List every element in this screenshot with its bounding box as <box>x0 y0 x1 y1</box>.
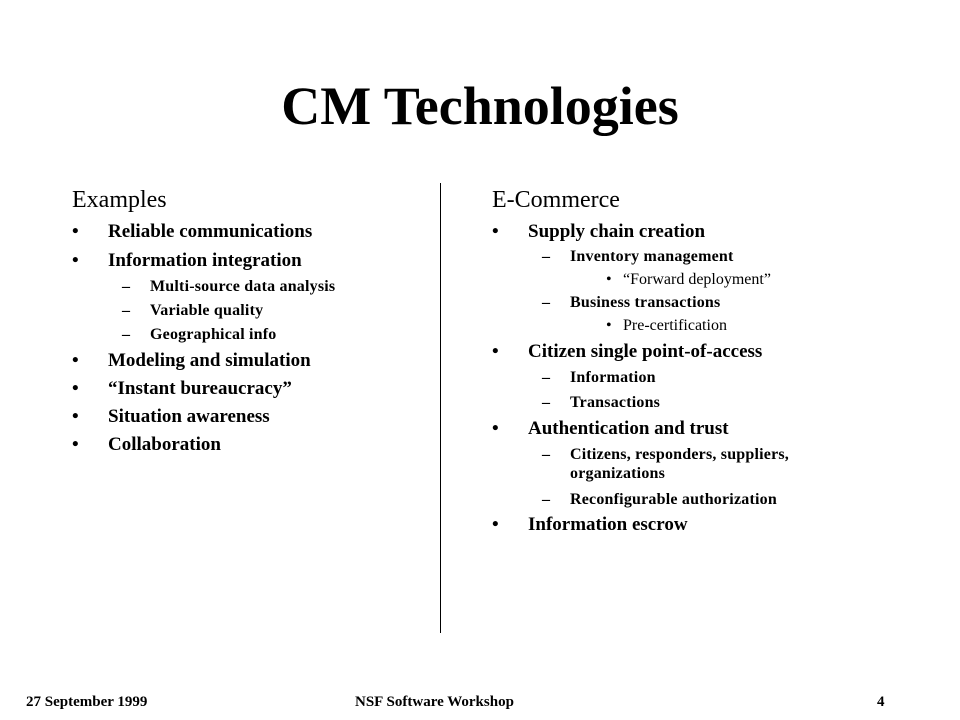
sub-list-item <box>72 325 335 344</box>
list-item-label: Modeling and simulation <box>108 350 311 371</box>
bullet-icon: • <box>72 378 79 399</box>
list-item <box>492 221 789 243</box>
slide-title: CM Technologies <box>281 76 679 136</box>
bullet-icon: • <box>492 341 499 362</box>
footer-event: NSF Software Workshop <box>355 694 514 710</box>
dash-icon: – <box>542 491 551 508</box>
sub-list-item <box>492 293 789 312</box>
dash-icon: – <box>122 302 131 319</box>
e-commerce-heading: E-Commerce <box>492 187 620 213</box>
list-item-label: Situation awareness <box>108 406 270 427</box>
bullet-icon: • <box>72 221 79 242</box>
sub-list-item <box>492 393 789 412</box>
sub-sub-list-item <box>492 316 789 336</box>
bullet-icon: • <box>72 406 79 427</box>
dash-icon: – <box>122 326 131 343</box>
list-item-label: Information escrow <box>528 514 688 535</box>
column-divider <box>440 183 441 633</box>
list-item-label: “Instant bureaucracy” <box>108 378 292 399</box>
list-item <box>72 350 335 372</box>
list-item <box>72 434 335 456</box>
list-item-label: Citizen single point-of-access <box>528 341 763 362</box>
list-item-label: Reliable communications <box>108 221 313 242</box>
list-item <box>72 406 335 428</box>
sub-list-item-label: Reconfigurable authorization <box>570 491 777 508</box>
bullet-icon: • <box>606 271 612 288</box>
examples-column <box>72 186 335 456</box>
dash-icon: – <box>542 294 551 311</box>
list-item <box>492 514 789 536</box>
sub-list-item <box>72 301 335 320</box>
dash-icon: – <box>542 369 551 386</box>
sub-sub-list-item-label: Pre-certification <box>623 317 727 334</box>
dash-icon: – <box>542 446 551 463</box>
list-item <box>492 341 789 363</box>
sub-list-item-label: Business transactions <box>570 294 721 311</box>
bullet-icon: • <box>72 434 79 455</box>
list-item-label: Authentication and trust <box>528 418 729 439</box>
sub-sub-list-item-label: “Forward deployment” <box>623 271 771 288</box>
sub-sub-list-item <box>492 270 789 290</box>
sub-list-item <box>492 368 789 387</box>
bullet-icon: • <box>72 250 79 271</box>
sub-list-item-label: Information <box>570 369 656 386</box>
sub-list-item <box>492 247 789 266</box>
sub-list-item-label: Citizens, responders, suppliers, <box>570 446 790 463</box>
sub-list-item-label: Geographical info <box>150 326 277 343</box>
bullet-icon: • <box>72 350 79 371</box>
bullet-icon: • <box>492 514 499 535</box>
e-commerce-column <box>492 186 789 536</box>
list-item <box>492 418 789 440</box>
sub-list-item <box>492 490 789 509</box>
list-item <box>72 250 335 272</box>
list-item <box>72 378 335 400</box>
sub-list-item-label: organizations <box>570 465 666 482</box>
list-item-label: Information integration <box>108 250 302 271</box>
dash-icon: – <box>122 278 131 295</box>
sub-list-item <box>72 277 335 296</box>
sub-list-item-label: Inventory management <box>570 248 734 265</box>
sub-list-item-continued <box>492 464 789 483</box>
sub-list-item <box>492 445 789 464</box>
dash-icon: – <box>542 394 551 411</box>
list-item-label: Collaboration <box>108 434 221 455</box>
list-item-label: Supply chain creation <box>528 221 706 242</box>
bullet-icon: • <box>492 221 499 242</box>
page-number: 4 <box>877 694 885 710</box>
footer-date: 27 September 1999 <box>26 694 148 710</box>
sub-list-item-label: Multi-source data analysis <box>150 278 336 295</box>
dash-icon: – <box>542 248 551 265</box>
sub-list-item-label: Variable quality <box>150 302 264 319</box>
bullet-icon: • <box>606 317 612 334</box>
examples-heading: Examples <box>72 187 167 213</box>
list-item <box>72 221 335 243</box>
sub-list-item-label: Transactions <box>570 394 661 411</box>
bullet-icon: • <box>492 418 499 439</box>
